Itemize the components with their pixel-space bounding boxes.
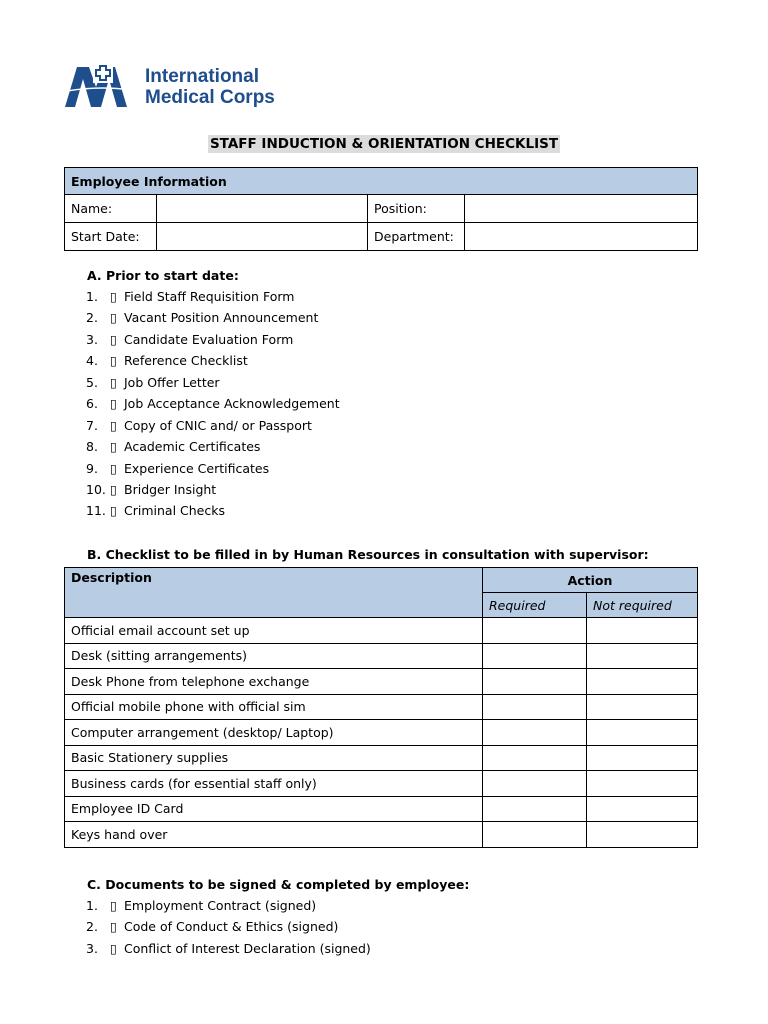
start-date-label: Start Date: (65, 223, 157, 251)
row-description: Desk Phone from telephone exchange (65, 669, 483, 695)
list-item-label: Bridger Insight (124, 481, 217, 497)
list-item (86, 415, 340, 436)
international-medical-corps-logo (63, 63, 283, 111)
list-item (86, 500, 340, 521)
not-required-cell[interactable] (587, 822, 698, 848)
list-item-label: Reference Checklist (124, 353, 248, 369)
required-cell[interactable] (483, 720, 587, 746)
row-description: Keys hand over (65, 822, 483, 848)
list-item-number: 1. (86, 289, 98, 304)
action-header: Action (483, 568, 698, 593)
checkbox-icon[interactable]: ▯ (110, 940, 117, 956)
list-item (86, 895, 371, 916)
row-description: Employee ID Card (65, 796, 483, 822)
table-row (65, 796, 698, 822)
list-item (86, 350, 340, 371)
section-c-heading: C. Documents to be signed & completed by employee: (87, 877, 470, 892)
not-required-cell[interactable] (587, 618, 698, 644)
employee-information-table (64, 167, 698, 251)
list-item-label: Candidate Evaluation Form (124, 331, 294, 347)
table-row (65, 694, 698, 720)
section-a-list (86, 286, 340, 522)
employee-information-header: Employee Information (65, 168, 698, 195)
imc-emblem-icon (63, 63, 143, 109)
not-required-header: Not required (587, 593, 698, 618)
checkbox-icon[interactable]: ▯ (110, 396, 117, 412)
checkbox-icon[interactable]: ▯ (110, 898, 117, 913)
list-item-number: 2. (86, 310, 98, 326)
checkbox-icon[interactable]: ▯ (110, 310, 117, 326)
list-item-label: Vacant Position Announcement (124, 310, 319, 326)
section-b-heading: B. Checklist to be filled in by Human Resources in consultation with supervisor: (87, 547, 649, 562)
list-item-number: 5. (86, 374, 98, 390)
row-description: Official email account set up (65, 618, 483, 644)
required-cell[interactable] (483, 643, 587, 669)
logo-line-1: International (145, 66, 260, 87)
document-title: STAFF INDUCTION & ORIENTATION CHECKLIST (209, 136, 559, 152)
list-item-label: Job Offer Letter (124, 374, 220, 390)
department-field[interactable] (465, 223, 698, 251)
checkbox-icon[interactable]: ▯ (110, 353, 117, 369)
list-item (86, 329, 340, 350)
list-item-number: 11. (86, 503, 106, 519)
checkbox-icon[interactable]: ▯ (110, 919, 117, 935)
not-required-cell[interactable] (587, 669, 698, 695)
list-item (86, 479, 340, 500)
position-label: Position: (368, 195, 465, 223)
list-item (86, 307, 340, 328)
position-field[interactable] (465, 195, 698, 223)
not-required-cell[interactable] (587, 643, 698, 669)
table-row (65, 745, 698, 771)
list-item-number: 6. (86, 396, 98, 412)
list-item-label: Conflict of Interest Declaration (signed) (124, 940, 371, 956)
not-required-cell[interactable] (587, 796, 698, 822)
required-cell[interactable] (483, 796, 587, 822)
required-cell[interactable] (483, 618, 587, 644)
list-item-label: Field Staff Requisition Form (124, 289, 295, 304)
checkbox-icon[interactable]: ▯ (110, 439, 117, 455)
list-item-number: 9. (86, 460, 98, 476)
list-item (86, 372, 340, 393)
table-row (65, 643, 698, 669)
list-item (86, 916, 371, 937)
list-item (86, 436, 340, 457)
not-required-cell[interactable] (587, 720, 698, 746)
checkbox-icon[interactable]: ▯ (110, 503, 117, 519)
table-row (65, 618, 698, 644)
table-row (65, 822, 698, 848)
document-title-container (0, 133, 768, 152)
list-item (86, 393, 340, 414)
list-item-label: Experience Certificates (124, 460, 270, 476)
list-item-label: Employment Contract (signed) (124, 898, 317, 913)
list-item (86, 286, 340, 307)
department-label: Department: (368, 223, 465, 251)
list-item-label: Job Acceptance Acknowledgement (124, 396, 340, 412)
list-item-label: Copy of CNIC and/ or Passport (124, 417, 312, 433)
not-required-cell[interactable] (587, 745, 698, 771)
checkbox-icon[interactable]: ▯ (110, 460, 117, 476)
required-cell[interactable] (483, 771, 587, 797)
table-row (65, 720, 698, 746)
table-row (65, 771, 698, 797)
list-item-number: 4. (86, 353, 98, 369)
required-cell[interactable] (483, 745, 587, 771)
logo-line-2: Medical Corps (145, 87, 275, 108)
required-cell[interactable] (483, 669, 587, 695)
checkbox-icon[interactable]: ▯ (110, 481, 117, 497)
logo-wordmark (145, 66, 275, 108)
table-row (65, 669, 698, 695)
list-item (86, 458, 340, 479)
name-field[interactable] (157, 195, 368, 223)
required-cell[interactable] (483, 822, 587, 848)
list-item (86, 938, 371, 959)
list-item-number: 1. (86, 898, 98, 913)
section-a-heading: A. Prior to start date: (87, 268, 239, 283)
row-description: Official mobile phone with official sim (65, 694, 483, 720)
checkbox-icon[interactable]: ▯ (110, 289, 117, 304)
description-header: Description (65, 568, 483, 618)
row-description: Desk (sitting arrangements) (65, 643, 483, 669)
required-cell[interactable] (483, 694, 587, 720)
not-required-cell[interactable] (587, 771, 698, 797)
list-item-number: 10. (86, 481, 106, 497)
list-item-number: 7. (86, 417, 98, 433)
list-item-label: Code of Conduct & Ethics (signed) (124, 919, 339, 935)
required-header: Required (483, 593, 587, 618)
list-item-number: 3. (86, 331, 98, 347)
list-item-number: 3. (86, 940, 98, 956)
row-description: Business cards (for essential staff only) (65, 771, 483, 797)
list-item-label: Criminal Checks (124, 503, 225, 519)
section-c-list (86, 895, 371, 959)
name-label: Name: (65, 195, 157, 223)
checkbox-icon[interactable]: ▯ (110, 331, 117, 347)
list-item-number: 2. (86, 919, 98, 935)
not-required-cell[interactable] (587, 694, 698, 720)
start-date-field[interactable] (157, 223, 368, 251)
list-item-number: 8. (86, 439, 98, 455)
checkbox-icon[interactable]: ▯ (110, 417, 117, 433)
checkbox-icon[interactable]: ▯ (110, 374, 117, 390)
row-description: Basic Stationery supplies (65, 745, 483, 771)
row-description: Computer arrangement (desktop/ Laptop) (65, 720, 483, 746)
list-item-label: Academic Certificates (124, 439, 261, 455)
hr-checklist-table (64, 567, 698, 848)
